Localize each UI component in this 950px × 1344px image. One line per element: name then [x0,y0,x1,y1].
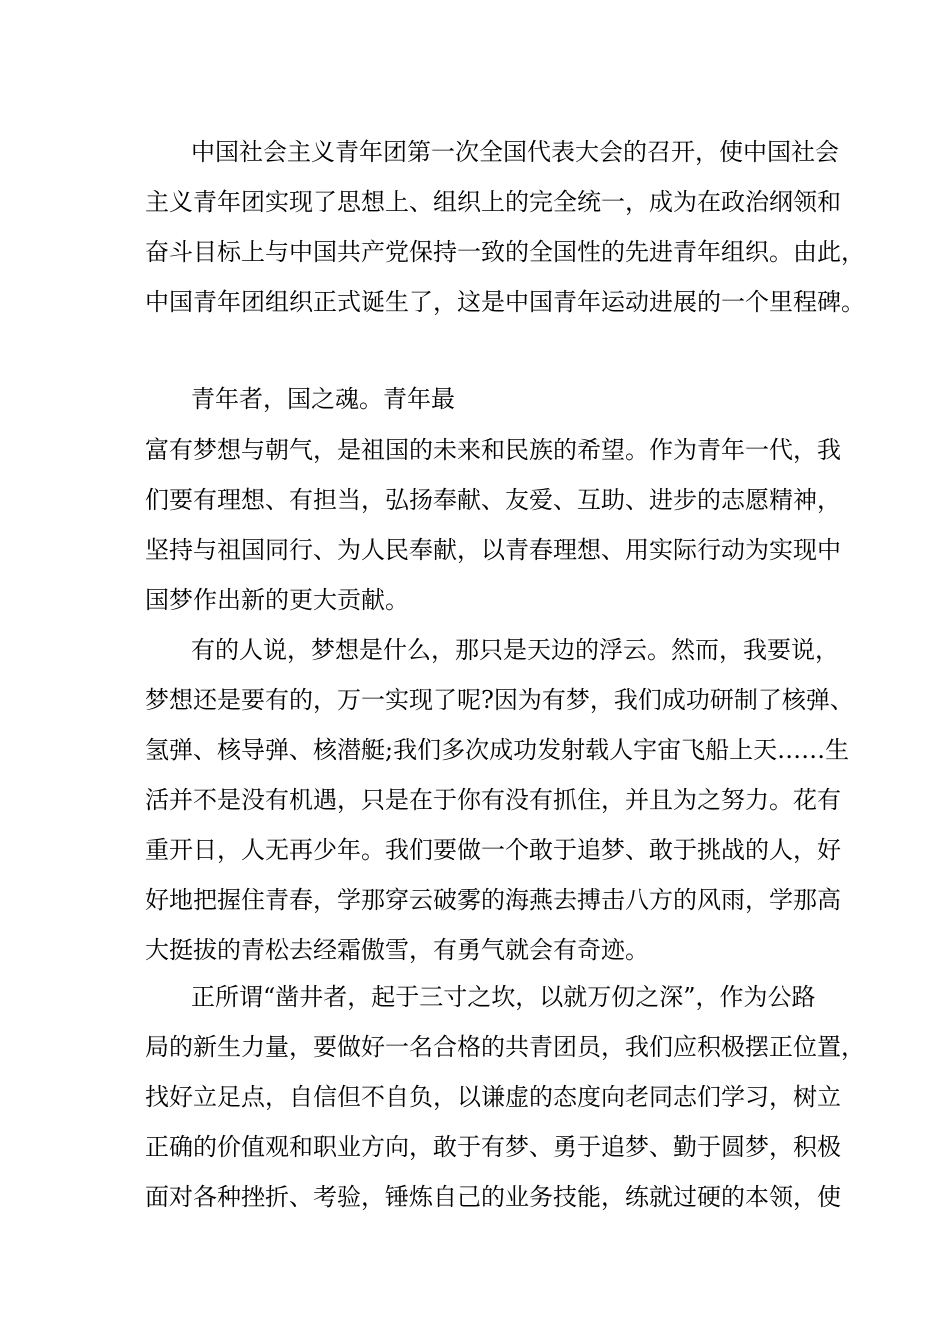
text-line: 重开日，人无再少年。我们要做一个敢于追梦、敢于挑战的人，好 [145,836,841,864]
text-line: 们要有理想、有担当，弘扬奉献、友爱、互助、进步的志愿精神， [145,486,841,514]
text-line: 青年者，国之魂。青年最 [191,385,455,413]
text-line: 中国青年团组织正式诞生了，这是中国青年运动进展的一个里程碑。 [145,288,865,316]
text-line: 梦想还是要有的，万一实现了呢?因为有梦，我们成功研制了核弹、 [145,686,854,714]
text-line: 大挺拔的青松去经霜傲雪，有勇气就会有奇迹。 [145,936,649,964]
text-line: 奋斗目标上与中国共产党保持一致的全国性的先进青年组织。由此， [145,238,865,266]
text-line: 国梦作出新的更大贡献。 [145,586,409,614]
text-line: 主义青年团实现了思想上、组织上的完全统一，成为在政治纲领和 [145,188,841,216]
paragraph-2-opening [145,374,835,424]
text-line: 面对各种挫折、考验，锤炼自己的业务技能，练就过硬的本领，使 [145,1183,841,1211]
paragraph-1 [145,127,865,327]
text-line: 坚持与祖国同行、为人民奉献，以青春理想、用实际行动为实现中 [145,536,841,564]
text-line: 中国社会主义青年团第一次全国代表大会的召开，使中国社会 [191,138,839,166]
text-line: 好地把握住青春，学那穿云破雾的海燕去搏击八方的风雨，学那高 [145,886,841,914]
text-line: 找好立足点，自信但不自负，以谦虚的态度向老同志们学习，树立 [145,1083,841,1111]
text-line: 富有梦想与朝气，是祖国的未来和民族的希望。作为青年一代，我 [145,436,841,464]
paragraph-4 [145,972,865,1222]
text-line: 局的新生力量，要做好一名合格的共青团员，我们应积极摆正位置， [145,1033,865,1061]
paragraph-3 [145,625,854,975]
text-line: 正所谓“凿井者，起于三寸之坎，以就万仞之深”，作为公路 [191,983,816,1011]
text-line: 有的人说，梦想是什么，那只是天边的浮云。然而，我要说， [191,636,839,664]
text-line: 正确的价值观和职业方向，敢于有梦、勇于追梦、勤于圆梦，积极 [145,1133,841,1161]
text-line: 活并不是没有机遇，只是在于你有没有抓住，并且为之努力。花有 [145,786,841,814]
text-line: 氢弹、核导弹、核潜艇;我们多次成功发射载人宇宙飞船上天……生 [145,736,850,764]
paragraph-2-continuation [145,425,841,625]
